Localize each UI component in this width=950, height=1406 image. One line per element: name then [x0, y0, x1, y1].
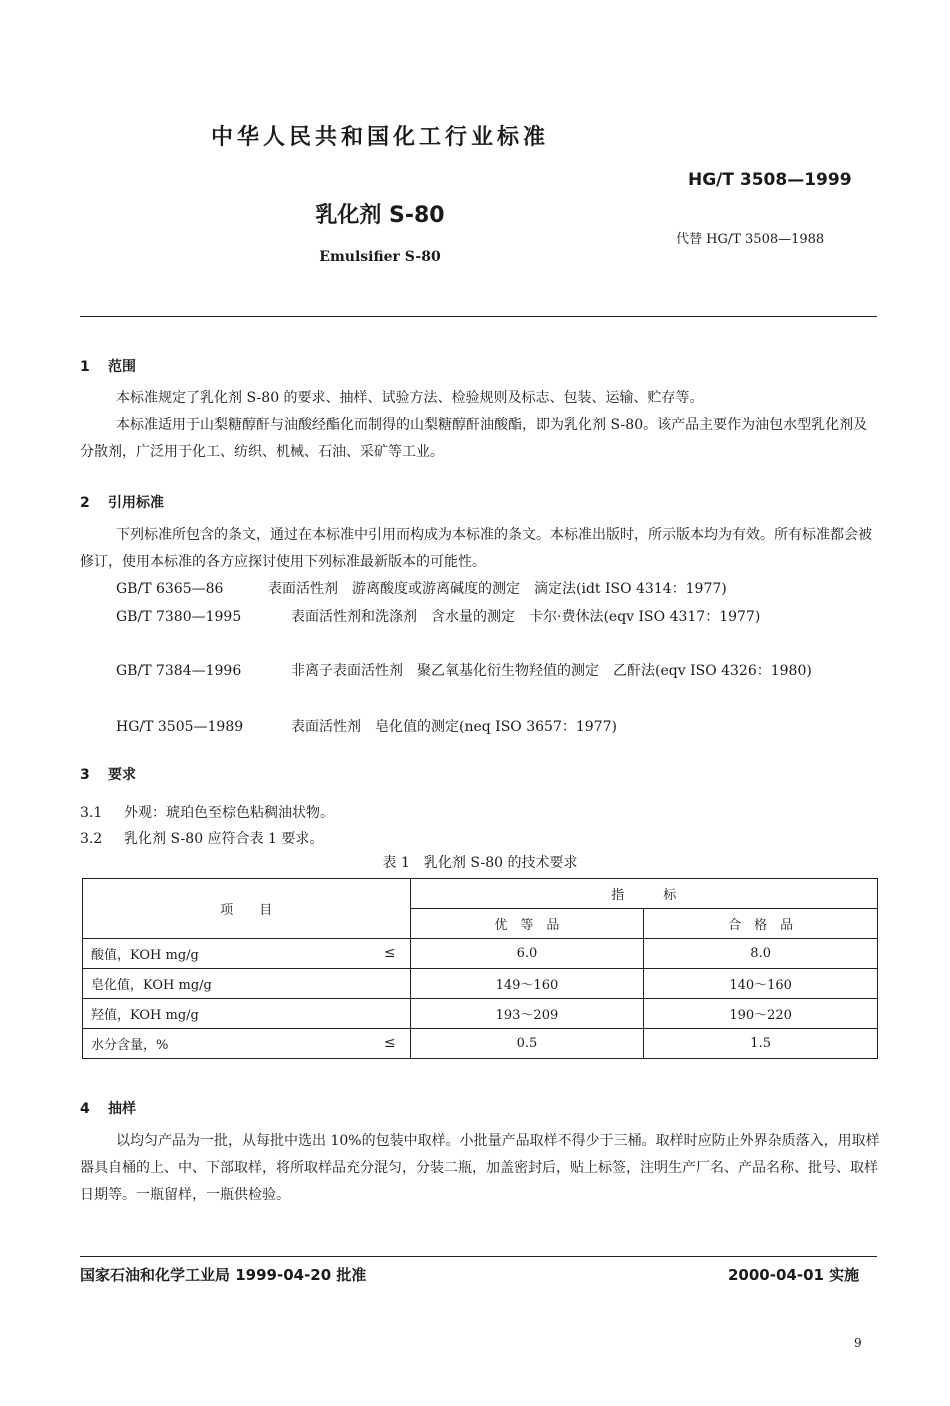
section-title: 抽样 [108, 1101, 136, 1117]
page-number: 9 [854, 1336, 862, 1350]
limit-symbol: ≤ [383, 945, 396, 961]
section-1-paragraph-2: 本标准适用于山梨糖醇酐与油酸经酯化而制得的山梨糖醇酐油酸酯，即为乳化剂 S-80。该产品主要作为油包水型乳化剂及分散剂，广泛用于化工、纺织、机械、石油、采矿等工业。 [80, 417, 868, 460]
product-title: 乳化剂 S-80 [315, 203, 445, 228]
grade-premium-value: 193～209 [410, 999, 644, 1029]
table-row [83, 969, 878, 999]
reference-item [116, 576, 886, 603]
reference-code: HG/T 3505—1989 [116, 719, 244, 735]
reference-item [116, 658, 886, 712]
org-title: 中华人民共和国化工行业标准 [210, 125, 549, 150]
clause-text: 外观：琥珀色至棕色粘稠油状物。 [124, 805, 334, 821]
header-index: 指 标 [410, 879, 877, 909]
reference-title: 表面活性剂 皂化值的测定(neq ISO 3657：1977) [291, 719, 617, 735]
section-title: 范围 [108, 359, 136, 375]
section-1-heading [80, 356, 136, 376]
replaces-standard: 代替 HG/T 3508—1988 [676, 232, 825, 247]
reference-item [116, 604, 886, 658]
table-row [83, 999, 878, 1029]
section-2-heading [80, 492, 164, 512]
header-item: 项 目 [83, 879, 411, 939]
section-number: 2 [80, 495, 90, 511]
table-caption: 表 1 乳化剂 S-80 的技术要求 [382, 855, 578, 871]
standard-number: HG/T 3508—1999 [688, 170, 852, 190]
header-divider [80, 316, 877, 317]
footer-divider [80, 1256, 877, 1257]
clause-3-2 [80, 828, 323, 848]
grade-qualified-value: 8.0 [644, 939, 878, 969]
section-title: 要求 [108, 767, 136, 783]
limit-symbol: ≤ [383, 1035, 396, 1051]
clause-number: 3.1 [80, 805, 103, 821]
reference-title: 表面活性剂和洗涤剂 含水量的测定 卡尔·费休法(eqv ISO 4317：1977) [291, 609, 761, 625]
row-item: 酸值，KOH mg/g [91, 948, 199, 963]
clause-number: 3.2 [80, 831, 103, 847]
reference-title: 表面活性剂 游离酸度或游离碱度的测定 滴定法(idt ISO 4314：1977) [268, 581, 727, 597]
row-item: 皂化值，KOH mg/g [91, 978, 212, 993]
spec-table [82, 878, 878, 1059]
table-row [83, 1029, 878, 1059]
section-1-paragraph-1: 本标准规定了乳化剂 S-80 的要求、抽样、试验方法、检验规则及标志、包装、运输、贮存等。 [116, 390, 704, 406]
grade-qualified-value: 140～160 [644, 969, 878, 999]
table-row [83, 939, 878, 969]
reference-item [116, 714, 886, 741]
row-item: 羟值，KOH mg/g [91, 1008, 199, 1023]
reference-code: GB/T 6365—86 [116, 581, 224, 597]
clause-3-1 [80, 802, 334, 822]
grade-premium-value: 0.5 [410, 1029, 644, 1059]
clause-text: 乳化剂 S-80 应符合表 1 要求。 [124, 831, 324, 847]
section-4-heading [80, 1098, 136, 1118]
grade-qualified-value: 190～220 [644, 999, 878, 1029]
section-number: 3 [80, 767, 90, 783]
section-title: 引用标准 [108, 495, 164, 511]
reference-title: 非离子表面活性剂 聚乙氧基化衍生物羟值的测定 乙酐法(eqv ISO 4326：1980) [291, 663, 812, 679]
header-grade-qualified: 合 格 品 [644, 909, 878, 939]
english-title: Emulsifier S-80 [319, 249, 441, 265]
section-3-heading [80, 764, 136, 784]
section-number: 4 [80, 1101, 90, 1117]
section-4-paragraph: 以均匀产品为一批，从每批中选出 10%的包装中取样。小批量产品取样不得少于三桶。取样时应防止外界杂质落入，用取样器具自桶的上、中、下部取样，将所取样品充分混匀，分装二瓶，加盖密封后，贴上标签，注明生产厂名、产品名称、批号、取样日期等。一瓶留样，一瓶供检验。 [80, 1133, 880, 1203]
grade-premium-value: 149～160 [410, 969, 644, 999]
section-number: 1 [80, 359, 90, 375]
effective-date: 2000-04-01 实施 [728, 1266, 860, 1284]
approval-line: 国家石油和化学工业局 1999-04-20 批准 [80, 1266, 367, 1284]
grade-premium-value: 6.0 [410, 939, 644, 969]
row-item: 水分含量，% [91, 1038, 169, 1053]
header-grade-premium: 优 等 品 [410, 909, 644, 939]
section-2-intro: 下列标准所包含的条文，通过在本标准中引用而构成为本标准的条文。本标准出版时，所示版本均为有效。所有标准都会被修订，使用本标准的各方应探讨使用下列标准最新版本的可能性。 [80, 527, 872, 570]
reference-code: GB/T 7380—1995 [116, 609, 242, 625]
reference-code: GB/T 7384—1996 [116, 663, 242, 679]
grade-qualified-value: 1.5 [644, 1029, 878, 1059]
